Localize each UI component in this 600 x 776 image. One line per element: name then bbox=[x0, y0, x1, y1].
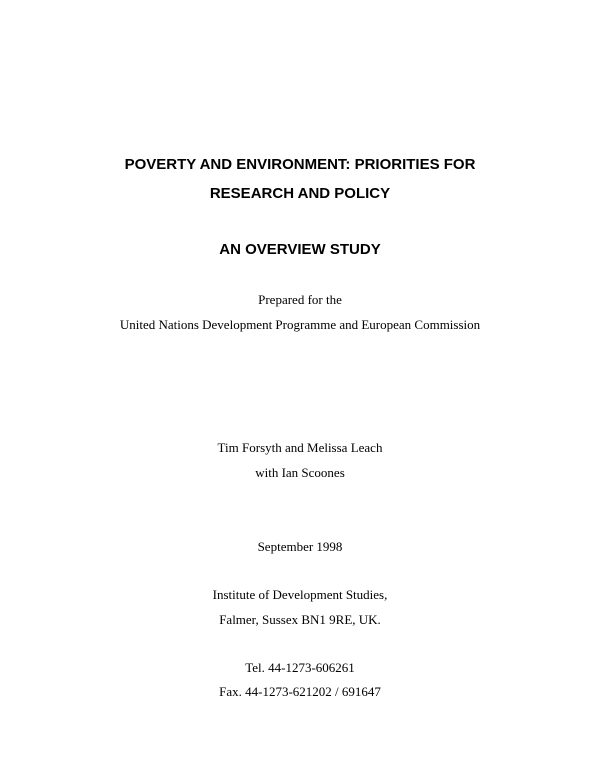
address: Falmer, Sussex BN1 9RE, UK. bbox=[219, 612, 381, 627]
title-line-2: RESEARCH AND POLICY bbox=[209, 185, 391, 202]
prepared-for-organization: United Nations Development Programme and European Commission bbox=[119, 317, 481, 332]
fax: Fax. 44-1273-621202 / 691647 bbox=[219, 684, 381, 699]
co-author: with Ian Scoones bbox=[255, 465, 345, 480]
telephone: Tel. 44-1273-606261 bbox=[245, 660, 355, 675]
title-line-1: POVERTY AND ENVIRONMENT: PRIORITIES FOR bbox=[124, 156, 476, 173]
institution: Institute of Development Studies, bbox=[212, 587, 388, 602]
publication-date: September 1998 bbox=[257, 539, 343, 554]
subtitle: AN OVERVIEW STUDY bbox=[219, 241, 381, 258]
authors: Tim Forsyth and Melissa Leach bbox=[217, 440, 383, 455]
prepared-for-label: Prepared for the bbox=[258, 292, 342, 307]
